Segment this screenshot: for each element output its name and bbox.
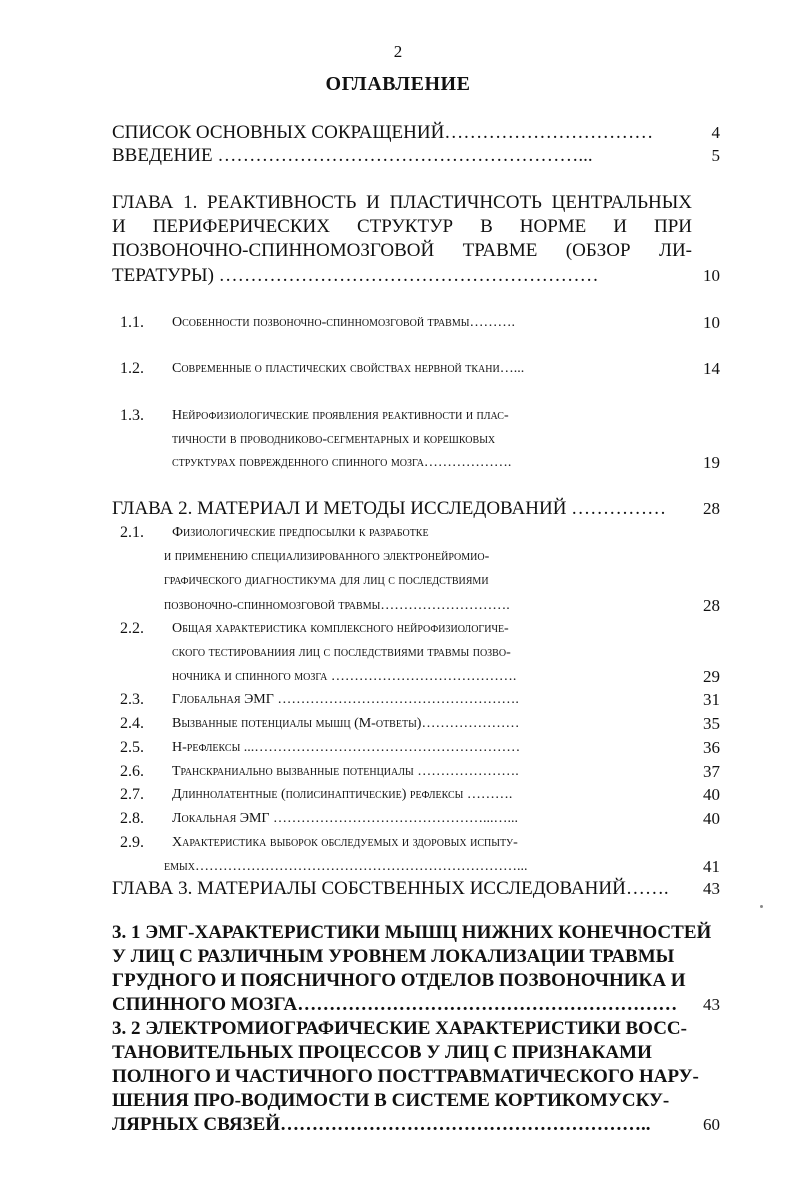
section-number: 2.6. bbox=[120, 763, 144, 780]
toc-entry-line: тичности в проводниково-сегментарных и корешковых bbox=[172, 432, 496, 447]
section-number: 2.8. bbox=[120, 810, 144, 827]
toc-entry-text: Современные о пластических свойствах нервной ткани…... bbox=[172, 361, 525, 376]
toc-entry-line: ПОЗВОНОЧНО-СПИННОМОЗГОВОЙ ТРАВМЕ (ОБЗОР ЛИ- bbox=[112, 240, 692, 261]
toc-page-number: 29 bbox=[703, 667, 720, 686]
section-number: 1.3. bbox=[120, 407, 144, 424]
toc-page-number: 37 bbox=[703, 762, 720, 781]
toc-entry-line: ТЕРАТУРЫ) …………………………………………………… bbox=[112, 265, 599, 286]
toc-entry-line: позвоночно-спинномозговой травмы………………………. bbox=[164, 598, 510, 613]
toc-entry-line: и применению специализированного электронейромио- bbox=[164, 549, 490, 564]
section-number: 2.1. bbox=[120, 524, 144, 541]
toc-entry-line: структурах поврежденного спинного мозга………………. bbox=[172, 455, 512, 470]
page-number: 2 bbox=[393, 42, 403, 61]
toc-page-number: 35 bbox=[703, 714, 720, 733]
toc-entry-line: Общая характеристика комплексного нейрофизиологиче- bbox=[172, 621, 509, 636]
toc-entry-text: Особенности позвоночно-спинномозговой травмы………. bbox=[172, 315, 515, 330]
toc-page-number: 43 bbox=[703, 995, 720, 1014]
section-number: 2.4. bbox=[120, 715, 144, 732]
toc-entry-line: Характеристика выборок обследуемых и здоровых испыту- bbox=[172, 835, 518, 850]
toc-page-number: 41 bbox=[703, 857, 720, 876]
toc-entry-line: 3. 2 ЭЛЕКТРОМИОГРАФИЧЕСКИЕ ХАРАКТЕРИСТИКИ ВОСС- bbox=[112, 1018, 687, 1039]
toc-page-number: 14 bbox=[703, 359, 720, 378]
section-number: 2.5. bbox=[120, 739, 144, 756]
toc-entry-text: СПИСОК ОСНОВНЫХ СОКРАЩЕНИЙ…………………………… bbox=[112, 122, 654, 143]
toc-entry-line: ГЛАВА 1. РЕАКТИВНОСТЬ И ПЛАСТИЧНСОТЬ ЦЕНТРАЛЬНЫХ bbox=[112, 192, 692, 213]
toc-entry-line: емых……………………………………………………………... bbox=[164, 859, 528, 874]
section-number: 2.7. bbox=[120, 786, 144, 803]
toc-entry-text: ГЛАВА 2. МАТЕРИАЛ И МЕТОДЫ ИССЛЕДОВАНИЙ …………… bbox=[112, 498, 667, 519]
toc-entry-text: Длиннолатентные (полисинаптические) рефлексы ………. bbox=[172, 787, 513, 802]
toc-entry-text: Вызванные потенциалы мышц (М-ответы)………………… bbox=[172, 716, 520, 731]
toc-entry-text: Локальная ЭМГ ………………………………………...…... bbox=[172, 811, 519, 826]
toc-page-number: 43 bbox=[703, 879, 720, 898]
toc-entry-line: ского тестированиия лиц с последствиями травмы позво- bbox=[172, 645, 511, 660]
toc-entry-line: И ПЕРИФЕРИЧЕСКИХ СТРУКТУР В НОРМЕ И ПРИ bbox=[112, 216, 692, 237]
section-number: 1.2. bbox=[120, 360, 144, 377]
toc-page-number: 60 bbox=[703, 1115, 720, 1134]
toc-entry-line: ЛЯРНЫХ СВЯЗЕЙ………………………………………………….. bbox=[112, 1114, 651, 1135]
toc-entry-line: СПИННОГО МОЗГА…………………………………………………… bbox=[112, 994, 678, 1015]
toc-page-number: 19 bbox=[703, 453, 720, 472]
toc-entry-text: Транскраниально вызванные потенциалы …………………. bbox=[172, 764, 519, 779]
toc-entry-line: Физиологические предпосылки к разработке bbox=[172, 525, 429, 540]
toc-page-number: 4 bbox=[711, 123, 720, 142]
toc-entry-line: ПОЛНОГО И ЧАСТИЧНОГО ПОСТТРАВМАТИЧЕСКОГО НАРУ- bbox=[112, 1066, 699, 1087]
toc-entry-text: ГЛАВА 3. МАТЕРИАЛЫ СОБСТВЕННЫХ ИССЛЕДОВАНИЙ……. bbox=[112, 878, 669, 899]
toc-page-number: 28 bbox=[703, 596, 720, 615]
section-number: 2.2. bbox=[120, 620, 144, 637]
toc-entry-line: У ЛИЦ С РАЗЛИЧНЫМ УРОВНЕМ ЛОКАЛИЗАЦИИ ТРАВМЫ bbox=[112, 946, 675, 967]
toc-entry-line: ШЕНИЯ ПРО-ВОДИМОСТИ В СИСТЕМЕ КОРТИКОМУСКУ- bbox=[112, 1090, 670, 1111]
toc-entry-line: ночника и спинного мозга …………………………………. bbox=[172, 669, 517, 684]
section-number: 2.9. bbox=[120, 834, 144, 851]
section-number: 1.1. bbox=[120, 314, 144, 331]
toc-page-number: 5 bbox=[711, 146, 720, 165]
toc-entry-text: Н-рефлексы ...………………………………………………… bbox=[172, 740, 521, 755]
toc-page-number: 10 bbox=[703, 266, 720, 285]
toc-entry-line: 3. 1 ЭМГ-ХАРАКТЕРИСТИКИ МЫШЦ НИЖНИХ КОНЕЧНОСТЕЙ bbox=[112, 922, 712, 943]
section-number: 2.3. bbox=[120, 691, 144, 708]
toc-page-number: 40 bbox=[703, 809, 720, 828]
toc-page-number: 40 bbox=[703, 785, 720, 804]
toc-entry-text: ВВЕДЕНИЕ …………………………………………………... bbox=[112, 145, 593, 166]
scan-speck bbox=[760, 905, 763, 908]
toc-entry-line: ГРУДНОГО И ПОЯСНИЧНОГО ОТДЕЛОВ ПОЗВОНОЧНИКА И bbox=[112, 970, 686, 991]
toc-entry-line: ТАНОВИТЕЛЬНЫХ ПРОЦЕССОВ У ЛИЦ С ПРИЗНАКАМИ bbox=[112, 1042, 652, 1063]
toc-entry-line: Нейрофизиологические проявления реактивности и плас- bbox=[172, 408, 509, 423]
toc-title: ОГЛАВЛЕНИЕ bbox=[325, 73, 471, 95]
toc-entry-line: графического диагностикума для лиц с последствиями bbox=[164, 573, 489, 588]
toc-page-number: 36 bbox=[703, 738, 720, 757]
toc-entry-text: Глобальная ЭМГ ……………………………………………. bbox=[172, 692, 519, 707]
toc-page-number: 31 bbox=[703, 690, 720, 709]
toc-page-number: 28 bbox=[703, 499, 720, 518]
toc-page-number: 10 bbox=[703, 313, 720, 332]
